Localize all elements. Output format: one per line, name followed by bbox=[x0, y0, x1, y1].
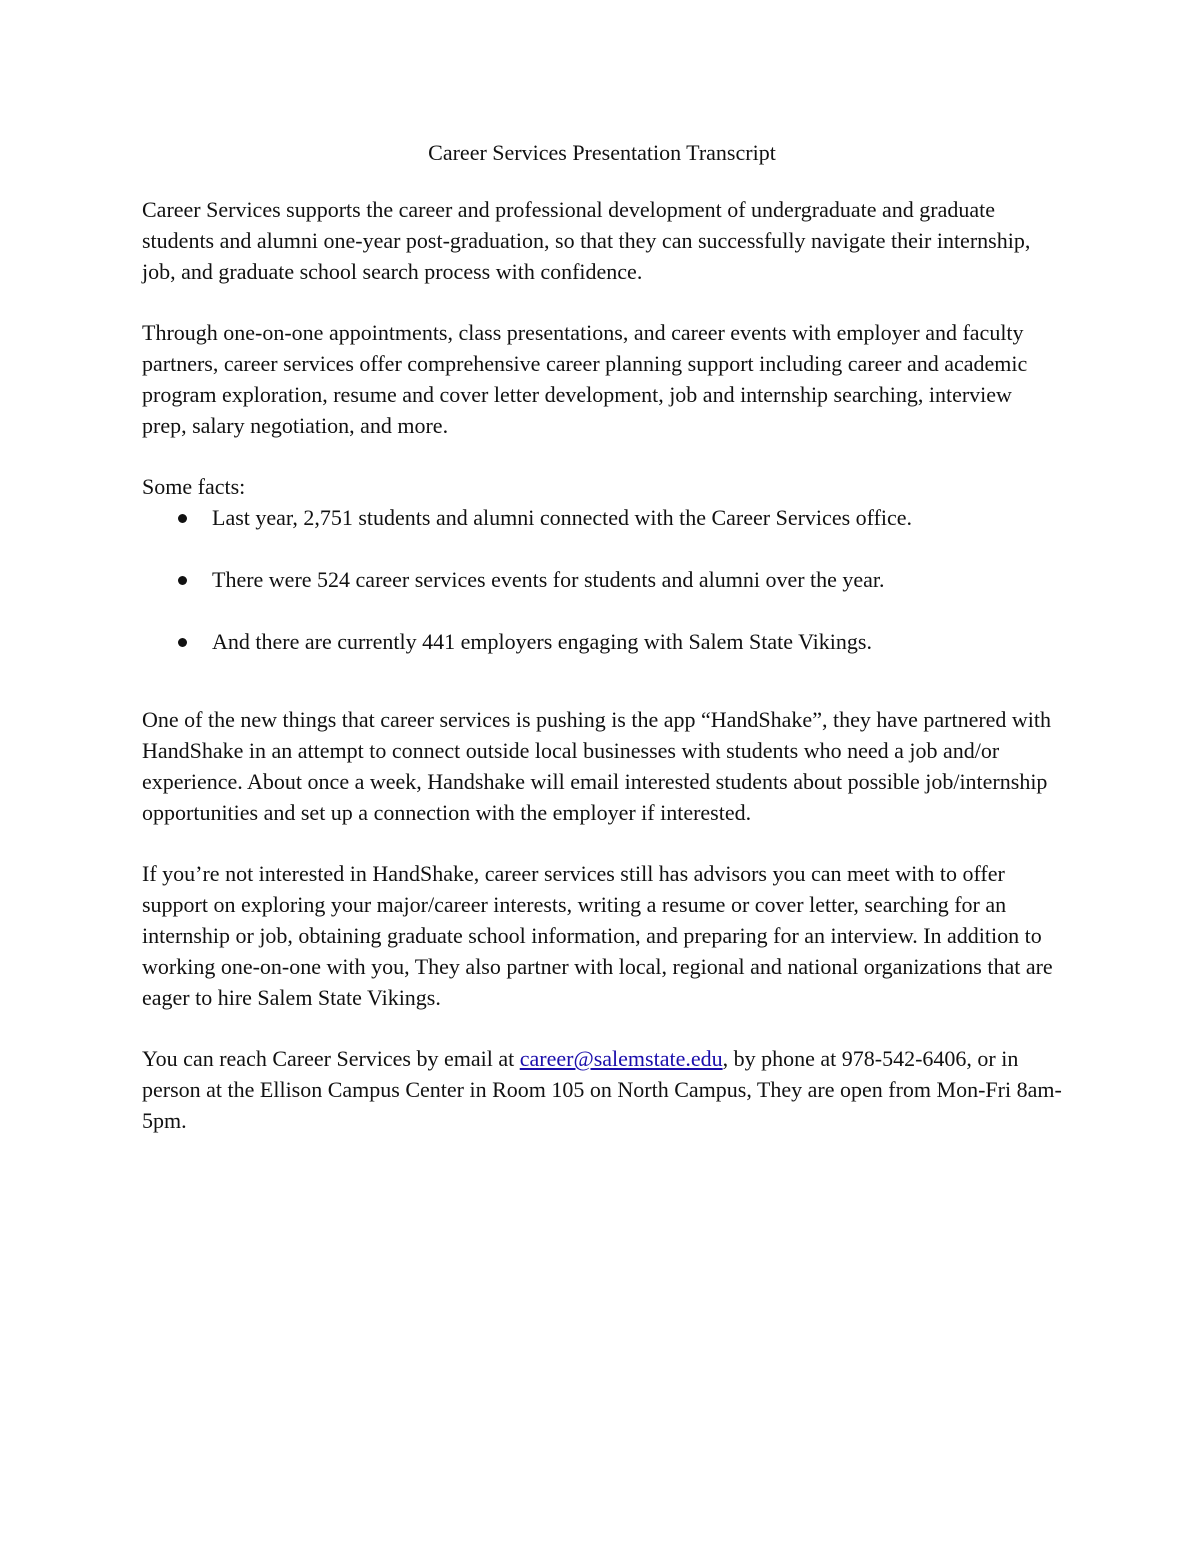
list-item bbox=[142, 502, 1062, 533]
services-paragraph: Through one-on-one appointments, class presentations, and career events with employer and faculty partners, career services offer comprehensive career planning support including career and academic program exploration, resume and cover letter development, job and internship searching, interview prep, salary negotiation, and more. bbox=[142, 320, 1028, 438]
list-item bbox=[142, 564, 1062, 595]
bullet-icon bbox=[178, 576, 187, 585]
facts-list bbox=[142, 502, 1062, 657]
bullet-icon bbox=[178, 514, 187, 523]
intro-paragraph: Career Services supports the career and professional development of undergraduate and graduate students and alumni one-year post-graduation, so that they can successfully navigate their internship, job, and graduate school search process with confidence. bbox=[142, 197, 1031, 284]
document-page bbox=[142, 136, 1062, 1166]
bullet-icon bbox=[178, 638, 187, 647]
contact-text-after: , by phone at 978-542-6406, or in person at the Ellison Campus Center in Room 105 on North Campus, They are open from Mon-Fri 8am-5pm. bbox=[142, 1046, 1062, 1133]
contact-text-before: You can reach Career Services by email at bbox=[142, 1046, 520, 1071]
facts-label: Some facts: bbox=[142, 474, 246, 499]
contact-paragraph bbox=[142, 1043, 1062, 1136]
fact-text: There were 524 career services events for students and alumni over the year. bbox=[212, 567, 885, 592]
email-link[interactable]: career@salemstate.edu bbox=[519, 1046, 723, 1071]
advisors-paragraph: If you’re not interested in HandShake, career services still has advisors you can meet with to offer support on exploring your major/career interests, writing a resume or cover letter, searching for an internship or job, obtaining graduate school information, and preparing for an interview. In addition to working one-on-one with you, They also partner with local, regional and national organizations that are eager to hire Salem State Vikings. bbox=[142, 861, 1053, 1010]
handshake-paragraph: One of the new things that career services is pushing is the app “HandShake”, they have partnered with HandShake in an attempt to connect outside local businesses with students who need a job and/or experience. About once a week, Handshake will email interested students about possible job/internship opportunities and set up a connection with the employer if interested. bbox=[142, 707, 1052, 825]
fact-text: And there are currently 441 employers engaging with Salem State Vikings. bbox=[212, 629, 872, 654]
document-title: Career Services Presentation Transcript bbox=[428, 140, 776, 165]
list-item bbox=[142, 626, 1062, 657]
fact-text: Last year, 2,751 students and alumni connected with the Career Services office. bbox=[212, 505, 913, 530]
